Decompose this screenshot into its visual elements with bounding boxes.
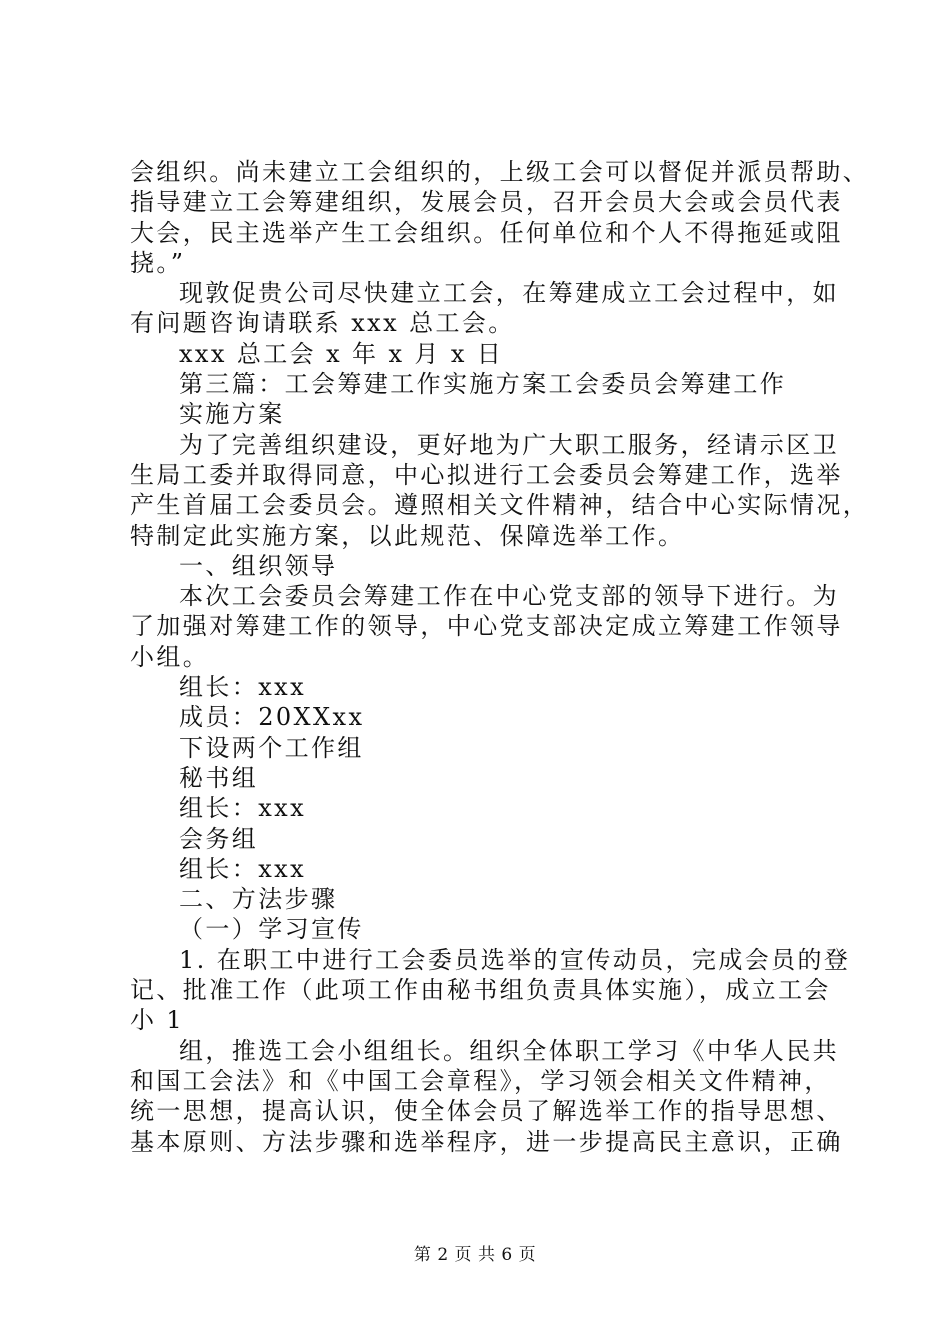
text-line: 记、批准工作（此项工作由秘书组负责具体实施），成立工会 — [130, 976, 831, 1005]
text-line: 小 1 — [130, 1006, 185, 1035]
text-line: 统一思想，提高认识，使全体会员了解选举工作的指导思想、 — [130, 1097, 843, 1126]
text-line: 成员：20XXxx — [179, 703, 365, 732]
text-line: 会组织。尚未建立工会组织的，上级工会可以督促并派员帮助、 — [130, 158, 870, 186]
text-line: 下设两个工作组 — [179, 733, 364, 762]
text-line: 秘书组 — [179, 763, 259, 792]
text-line: 基本原则、方法步骤和选举程序，进一步提高民主意识，正确 — [130, 1127, 843, 1156]
text-line: 指导建立工会筹建组织，发展会员，召开会员大会或会员代表 — [130, 188, 843, 217]
text-line: 特制定此实施方案，以此规范、保障选举工作。 — [130, 521, 685, 550]
text-line: 组长：xxx — [179, 794, 307, 823]
text-line: 挠。” — [130, 248, 186, 277]
text-line: 二、方法步骤 — [179, 885, 338, 914]
text-line: 第三篇：工会筹建工作实施方案工会委员会筹建工作 — [179, 370, 787, 399]
text-line: 小组。 — [130, 642, 210, 671]
text-line: 了加强对筹建工作的领导，中心党支部决定成立筹建工作领导 — [130, 612, 843, 641]
text-line: 和国工会法》和《中国工会章程》，学习领会相关文件精神， — [130, 1066, 831, 1095]
text-line: 实施方案 — [179, 400, 285, 429]
text-line: 组长：xxx — [179, 673, 307, 702]
text-line: 为了完善组织建设，更好地为广大职工服务，经请示区卫 — [179, 430, 839, 459]
text-line: 组，推选工会小组组长。组织全体职工学习《中华人民共 — [179, 1036, 839, 1065]
text-line: 本次工会委员会筹建工作在中心党支部的领导下进行。为 — [179, 582, 839, 611]
text-line: xxx 总工会 x 年 x 月 x 日 — [179, 339, 504, 368]
text-line: 产生首届工会委员会。遵照相关文件精神，结合中心实际情况， — [130, 491, 870, 520]
text-line: 1. 在职工中进行工会委员选举的宣传动员，完成会员的登 — [179, 945, 851, 974]
text-line: 生局工委并取得同意，中心拟进行工会委员会筹建工作，选举 — [130, 460, 843, 489]
text-line: （一）学习宣传 — [179, 915, 364, 944]
text-line: 大会，民主选举产生工会组织。任何单位和个人不得拖延或阻 — [130, 218, 843, 247]
document-body — [130, 157, 870, 1157]
text-line: 组长：xxx — [179, 854, 307, 883]
text-line: 一、组织领导 — [179, 551, 338, 580]
text-line: 有问题咨询请联系 xxx 总工会。 — [130, 309, 515, 338]
page-footer: 第 2 页 共 6 页 — [413, 1245, 537, 1265]
text-line: 会务组 — [179, 824, 259, 853]
text-line: 现敦促贵公司尽快建立工会，在筹建成立工会过程中，如 — [179, 279, 839, 308]
